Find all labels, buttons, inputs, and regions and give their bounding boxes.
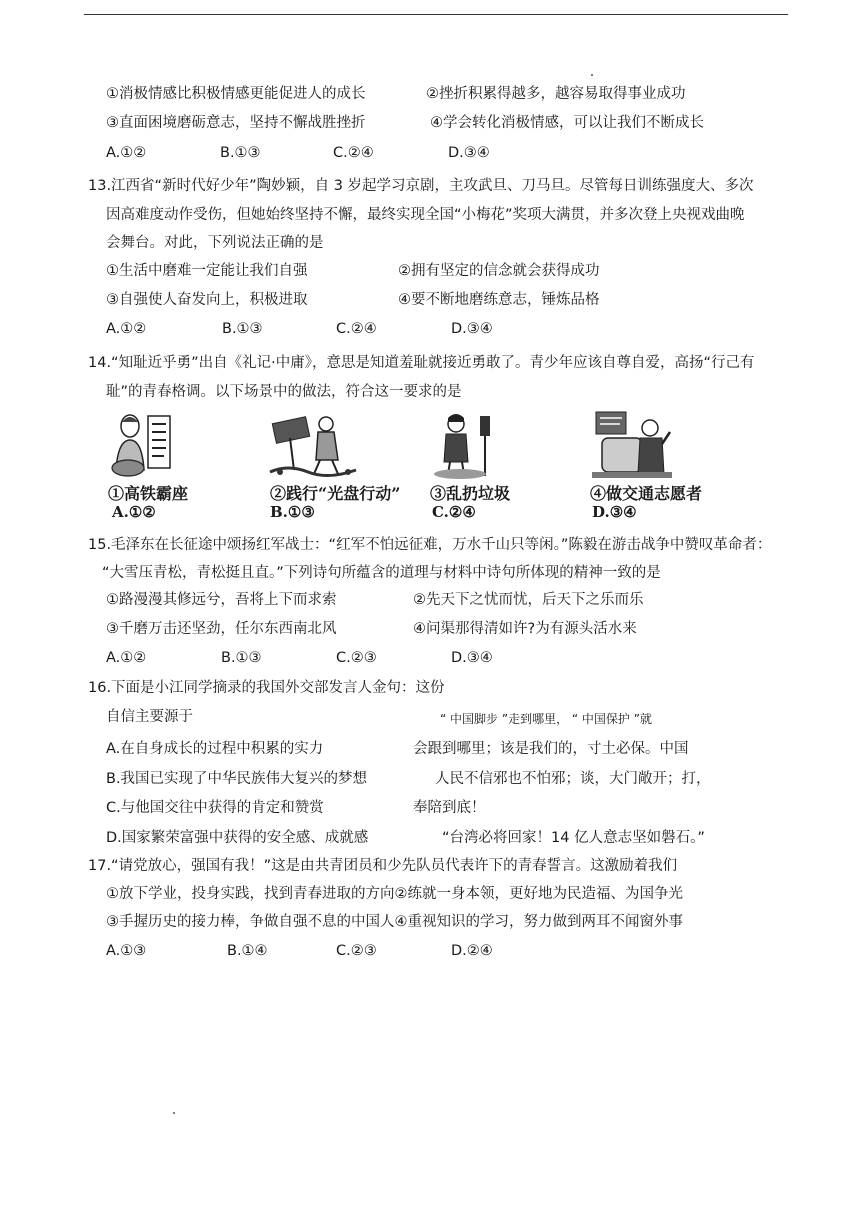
q15-statement-2: ②先天下之忧而忧，后天下之乐而乐 — [413, 592, 644, 608]
q12-option-d[interactable]: D.③④ — [448, 145, 490, 161]
q13-statement-1: ①生活中磨难一定能让我们自强 — [106, 263, 308, 279]
q13-option-d[interactable]: D.③④ — [451, 321, 493, 337]
q16-quote-line-1: “ 中国脚步 ”走到哪里， “ 中国保护 ”就 — [440, 712, 652, 726]
q13-stem-line-1: 13.江西省“新时代好少年”陶妙颖，自 3 岁起学习京剧，主攻武旦、刀马旦。尽管每日训练强度大、多次 — [88, 178, 754, 194]
q12-statement-3: ③直面困境磨砺意志，坚持不懈战胜挫折 — [106, 115, 366, 131]
q15-stem-line-2: “大雪压青松，青松挺且直。”下列诗句所蕴含的道理与材料中诗句所体现的精神一致的是 — [102, 565, 661, 581]
q16-quote-line-3: 人民不信邪也不怕邪；谈，大门敞开；打， — [435, 771, 711, 787]
q14-option-d[interactable]: D.③④ — [592, 503, 637, 521]
q13-statement-4: ④要不断地磨练意志，锤炼品格 — [398, 292, 600, 308]
q14-caption-1: ①高铁霸座 — [108, 484, 189, 503]
q12-option-c[interactable]: C.②④ — [333, 145, 374, 161]
q14-caption-3: ③乱扔垃圾 — [430, 484, 511, 503]
q16-option-b[interactable]: B.我国已实现了中华民族伟大复兴的梦想 — [106, 771, 368, 787]
scan-speck — [591, 74, 593, 76]
q13-stem-line-3: 会舞台。对此，下列说法正确的是 — [106, 235, 324, 251]
q15-statement-1: ①路漫漫其修远兮，吾将上下而求索 — [106, 592, 337, 608]
q16-quote-line-2: 会跟到哪里；该是我们的，寸土必保。中国 — [413, 741, 689, 757]
q12-option-b[interactable]: B.①③ — [220, 145, 261, 161]
cartoon-clean-plate-image — [268, 410, 358, 480]
q16-option-d[interactable]: D.国家繁荣富强中获得的安全感、成就感 — [106, 830, 369, 846]
q14-caption-4: ④做交通志愿者 — [590, 484, 703, 503]
q16-option-c[interactable]: C.与他国交往中获得的肯定和赞赏 — [106, 800, 324, 816]
q14-option-b[interactable]: B.①③ — [270, 503, 315, 521]
q12-option-a[interactable]: A.①② — [106, 145, 147, 161]
q15-stem-line-1: 15.毛泽东在长征途中颂扬红军战士：“红军不怕远征难，万水千山只等闲。”陈毅在游击战争中赞叹革命者： — [88, 537, 772, 553]
q15-option-a[interactable]: A.①② — [106, 650, 147, 666]
q14-option-c[interactable]: C.②④ — [432, 503, 476, 521]
scan-speck — [173, 1112, 175, 1114]
q14-caption-2: ②践行“光盘行动” — [270, 484, 401, 503]
q14-stem-line-1: 14.“知耻近乎勇”出自《礼记·中庸》，意思是知道羞耻就接近勇敢了。青少年应该自尊自爱，高扬“行己有 — [88, 355, 755, 371]
q15-option-c[interactable]: C.②③ — [336, 650, 377, 666]
q13-statement-2: ②拥有坚定的信念就会获得成功 — [398, 263, 600, 279]
q12-statement-2: ②挫折积累得越多，越容易取得事业成功 — [426, 86, 686, 102]
q15-statement-4: ④问渠那得清如许?为有源头活水来 — [413, 621, 637, 637]
q17-statements-line-1: ①放下学业，投身实践，找到青春进取的方向②练就一身本领，更好地为民造福、为国争光 — [106, 886, 683, 902]
q16-quote-line-4: 奉陪到底！ — [413, 800, 486, 816]
q17-option-d[interactable]: D.②④ — [451, 943, 493, 959]
cartoon-traffic-volunteer-image — [592, 408, 672, 480]
cartoon-littering-image — [430, 410, 500, 480]
q17-option-b[interactable]: B.①④ — [227, 943, 268, 959]
top-rule — [84, 14, 788, 15]
q12-statement-4: ④学会转化消极情感，可以让我们不断成长 — [430, 115, 704, 131]
q17-option-c[interactable]: C.②③ — [336, 943, 377, 959]
q13-option-b[interactable]: B.①③ — [222, 321, 263, 337]
q14-option-a[interactable]: A.①② — [112, 503, 156, 521]
q16-quote-line-5: “台湾必将回家！14 亿人意志坚如磐石。” — [442, 830, 705, 846]
q12-statement-1: ①消极情感比积极情感更能促进人的成长 — [106, 86, 366, 102]
q15-statement-3: ③千磨万击还坚劲，任尔东西南北风 — [106, 621, 337, 637]
q15-option-d[interactable]: D.③④ — [451, 650, 493, 666]
q14-stem-line-2: 耻”的青春格调。以下场景中的做法，符合这一要求的是 — [106, 384, 462, 400]
q16-stem-line-2: 自信主要源于 — [106, 709, 193, 725]
q13-stem-line-2: 因高难度动作受伤，但她始终坚持不懈，最终实现全国“小梅花”奖项大满贯，并多次登上央视戏曲晚 — [106, 207, 745, 223]
q16-option-a[interactable]: A.在自身成长的过程中积累的实力 — [106, 741, 324, 757]
q13-statement-3: ③自强使人奋发向上，积极进取 — [106, 292, 308, 308]
q13-option-a[interactable]: A.①② — [106, 321, 147, 337]
q17-stem-line-1: 17.“请党放心，强国有我！”这是由共青团员和少先队员代表许下的青春誓言。这激励着我们 — [88, 858, 678, 874]
q16-stem-line-1: 16.下面是小江同学摘录的我国外交部发言人金句：这份 — [88, 680, 445, 696]
q17-statements-line-2: ③手握历史的接力棒，争做自强不息的中国人④重视知识的学习，努力做到两耳不闻窗外事 — [106, 914, 683, 930]
q13-option-c[interactable]: C.②④ — [336, 321, 377, 337]
q17-option-a[interactable]: A.①③ — [106, 943, 147, 959]
cartoon-seat-hogging-image — [108, 410, 178, 480]
q15-option-b[interactable]: B.①③ — [221, 650, 262, 666]
